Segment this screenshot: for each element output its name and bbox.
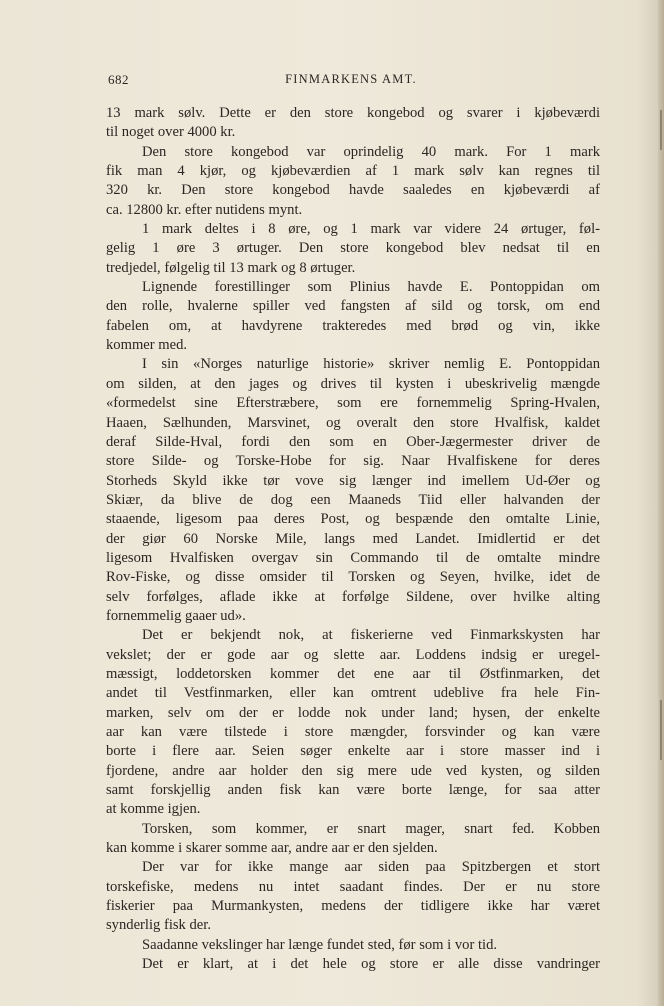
text-line: selv forfølges, aflade ikke at forfølge Sildene, over hvilke alting	[106, 588, 600, 605]
text-line: Saadanne vekslinger har længe fundet sted, før som i vor tid.	[142, 936, 498, 953]
text-line: andet til Vestfinmarken, eller kan omtrent udeblive fra hele Fin-	[106, 685, 600, 702]
text-line: der giør 60 Norske Mile, langs med Landet. Imidlertid er det	[106, 530, 600, 547]
page-edge	[658, 0, 664, 1006]
text-line: synderlig fisk der.	[106, 917, 211, 934]
text-line: ca. 12800 kr. efter nutidens mynt.	[106, 201, 303, 218]
text-line: 320 kr. Den store kongebod havde saaledes en kjøbeværdi af	[106, 182, 600, 199]
body-text	[106, 104, 600, 974]
text-line: den rolle, hvalerne spiller ved fangsten af sild og torsk, om end	[106, 298, 600, 315]
text-line: samt forskjellig anden fisk kan være borte længe, for saa atter	[106, 782, 600, 799]
text-line: kommer med.	[106, 337, 188, 354]
text-line: «formedelst sine Efterstræbere, som ere fornemmelig Spring-Hvalen,	[106, 395, 600, 412]
text-line: Lignende forestillinger som Plinius havde E. Pontoppidan om	[142, 279, 600, 296]
text-line: om silden, at den jages og drives til kysten i ubeskrivelig mængde	[106, 375, 600, 392]
text-line: fiskerier paa Murmankysten, medens der tidligere ikke har været	[106, 898, 600, 915]
text-line: Rov-Fiske, og disse omsider til Torsken og Seyen, hvilke, idet de	[106, 569, 600, 586]
text-line: kan komme i skarer somme aar, andre aar er den sjelden.	[106, 840, 438, 857]
text-line: Det er klart, at i det hele og store er alle disse vandringer	[142, 956, 600, 973]
text-line: 1 mark deltes i 8 øre, og 1 mark var videre 24 ørtuger, føl-	[142, 221, 600, 238]
text-line: store Silde- og Torske-Hobe for sig. Naar Hvalfiskene for deres	[106, 453, 600, 470]
page-number: 682	[108, 72, 129, 87]
text-line: mæssigt, loddetorsken kommer det ene aar til Østfinmarken, det	[106, 665, 600, 682]
text-line: 13 mark sølv. Dette er den store kongebod og svarer i kjøbeværdi	[106, 105, 600, 121]
text-line: I sin «Norges naturlige historie» skriver nemlig E. Pontoppidan	[142, 356, 600, 373]
text-line: Storheds Skyld ikke tør vove sig længer ind imellem Ud-Øer og	[106, 472, 600, 489]
text-line: til noget over 4000 kr.	[106, 124, 236, 141]
text-line: fjordene, andre aar holder den sig mere ude ved kysten, og silden	[106, 762, 600, 779]
text-line: fornemmelig gaaer ud».	[106, 607, 246, 624]
text-line: deraf Silde-Hval, fordi den som en Ober-Jægermester driver de	[106, 433, 600, 450]
running-title: FINMARKENS AMT.	[285, 72, 417, 86]
text-line: aar kan være tilstede i store mængder, forsvinder og kan være	[106, 724, 600, 740]
text-line: at komme igjen.	[106, 801, 201, 818]
text-line: vekslet; der er gode aar og slette aar. Loddens indsig er uregel-	[106, 646, 600, 663]
text-line: fik man 4 kjør, og kjøbeværdien af 1 mark sølv kan regnes til	[106, 163, 600, 180]
text-line: gelig 1 øre 3 ørtuger. Den store kongebod blev nedsat til en	[106, 240, 600, 257]
text-line: staaende, ligesom paa deres Post, og bespænde den omtalte Linie,	[106, 511, 600, 528]
page-header	[108, 72, 594, 90]
text-line: ligesom Hvalfisken overgav sin Commando til de omtalte mindre	[106, 549, 600, 566]
text-line: torskefiske, medens nu intet saadant findes. Der er nu store	[106, 878, 600, 895]
edge-shadow	[660, 110, 662, 150]
text-line: Det er bekjendt nok, at fiskerierne ved Finmarkskysten har	[142, 627, 600, 644]
edge-shadow	[660, 700, 662, 760]
text-line: Den store kongebod var oprindelig 40 mark. For 1 mark	[142, 143, 600, 160]
text-line: Der var for ikke mange aar siden paa Spitzbergen et stort	[142, 859, 600, 876]
text-line: Skiær, da blive de dog een Maaneds Tiid eller halvanden der	[106, 491, 600, 508]
text-line: Haaen, Sælhunden, Marsvinet, og overalt den store Hvalfisk, kaldet	[106, 414, 600, 431]
text-line: marken, selv om der er lodde nok under land; hysen, der enkelte	[106, 704, 600, 721]
text-line: fabelen om, at havdyrene trakteredes med brød og vin, ikke	[106, 317, 600, 334]
text-line: Torsken, som kommer, er snart mager, snart fed. Kobben	[142, 820, 600, 837]
text-line: borte i flere aar. Seien søger enkelte aar i store masser ind i	[106, 743, 600, 760]
text-line: tredjedel, følgelig til 13 mark og 8 ørtuger.	[106, 259, 356, 276]
